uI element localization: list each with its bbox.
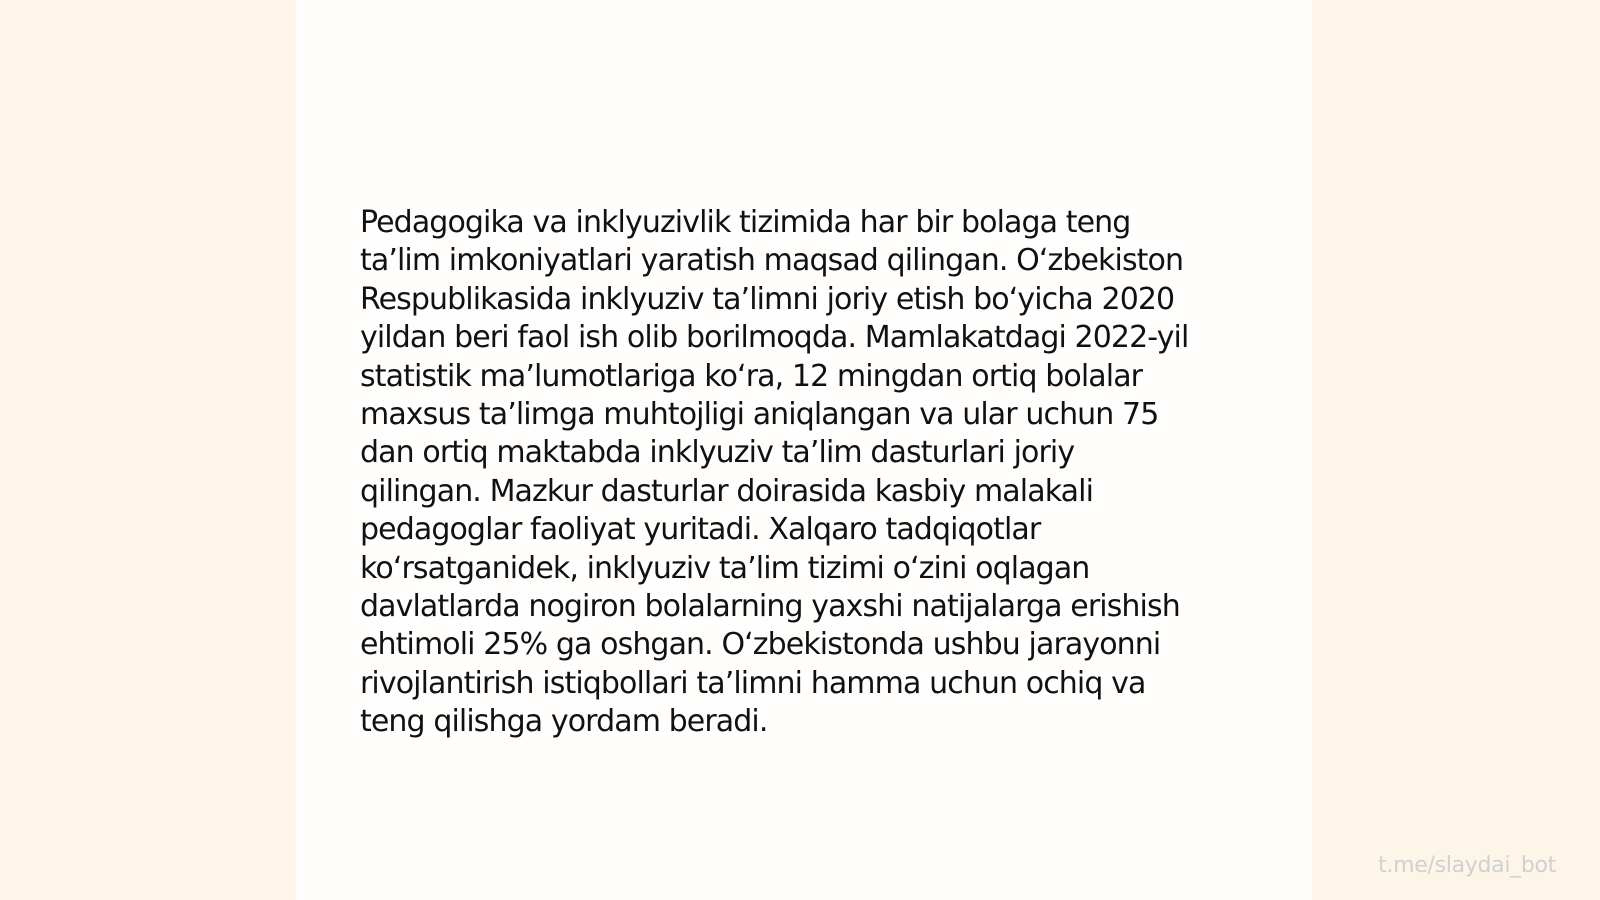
- left-margin-panel: [0, 0, 296, 900]
- right-margin-panel: [1312, 0, 1600, 900]
- watermark-text: t.me/slaydai_bot: [1378, 853, 1556, 878]
- slide-body-paragraph: Pedagogika va inklyuzivlik tizimida har bir bolaga teng ta’lim imkoniyatlari yaratish maqsad qilingan. O‘zbekiston Respublikasida inklyuziv ta’limni joriy etish bo‘yicha 2020 yildan beri faol ish olib borilmoqda. Mamlakatdagi 2022-yil statistik ma’lumotlariga ko‘ra, 12 mingdan ortiq bolalar maxsus ta’limga muhtojligi aniqlangan va ular uchun 75 dan ortiq maktabda inklyuziv ta’lim dasturlari joriy qilingan. Mazkur dasturlar doirasida kasbiy malakali pedagoglar faoliyat yuritadi. Xalqaro tadqiqotlar ko‘rsatganidek, inklyuziv ta’lim tizimi o‘zini oqlagan davlatlarda nogiron bolalarning yaxshi natijalarga erishish ehtimoli 25% ga oshgan. O‘zbekistonda ushbu jarayonni rivojlantirish istiqbollari ta’limni hamma uchun ochiq va teng qilishga yordam beradi.: [360, 205, 1189, 740]
